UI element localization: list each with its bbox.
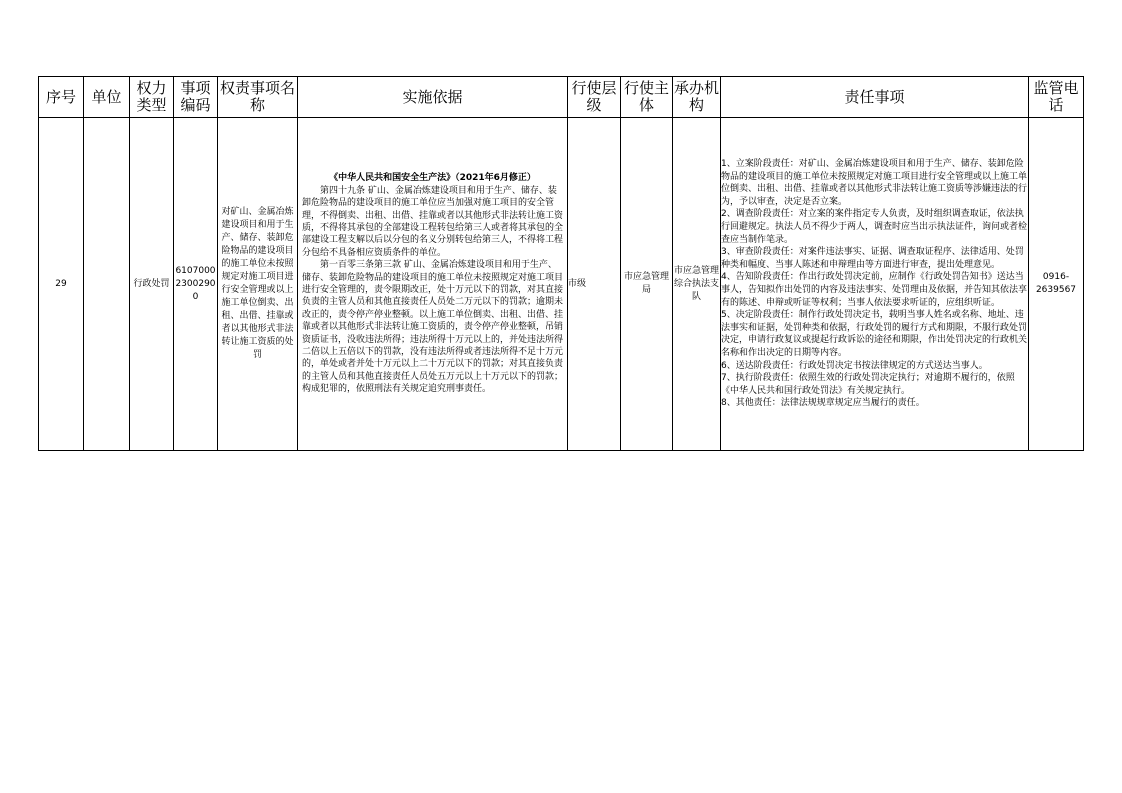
cell-phone: 0916-2639567 [1029,118,1084,451]
header-subject: 行使主体 [621,77,673,118]
basis-paragraph-49: 第四十九条 矿山、金属冶炼建设项目和用于生产、储存、装卸危险物品的建设项目的施工单位应当加强对施工项目的安全管理，不得倒卖、出租、出借、挂靠或者以其他形式非法转让施工资质，不得将其承包的全部建设工程转包给第三人或者将其承包的全部建设工程支解以后以分包的名义分别转包给第三人，不得将工程分包给不具备相应资质条件的单位。 [302,185,564,258]
header-level: 行使层级 [568,77,621,118]
cell-basis [298,118,568,451]
power-list-table [38,76,1084,451]
header-item-code: 事项编码 [174,77,218,118]
cell-unit [84,118,130,451]
header-responsibility: 责任事项 [721,77,1029,118]
cell-item-code: 610700023002900 [174,118,218,451]
responsibility-item: 3、审查阶段责任：对案件违法事实、证据、调查取证程序、法律适用、处罚种类和幅度、当事人陈述和申辩理由等方面进行审查，提出处理意见。 [721,247,1024,270]
header-basis: 实施依据 [298,77,568,118]
responsibility-item: 8、其他责任：法律法规规章规定应当履行的责任。 [721,398,925,409]
responsibility-item: 5、决定阶段责任：制作行政处罚决定书，载明当事人姓名或名称、地址、违法事实和证据，处罚种类和依据，行政处罚的履行方式和期限，不服行政处罚决定，申请行政复议或提起行政诉讼的途径和期限，作出处罚决定的行政机关名称和作出决定的日期等内容。 [721,310,1028,358]
cell-agency: 市应急管理综合执法支队 [673,118,721,451]
responsibility-item: 4、告知阶段责任：作出行政处罚决定前，应制作《行政处罚告知书》送达当事人，告知拟作出处罚的内容及违法事实、处罚理由及依据，并告知其依法享有的陈述、申辩或听证等权利；当事人依法要求听证的，应组织听证。 [721,272,1028,308]
cell-responsibility [721,118,1029,451]
cell-item-name: 对矿山、金属冶炼建设项目和用于生产、储存、装卸危险物品的建设项目的施工单位未按照规定对施工项目进行安全管理或以上施工单位倒卖、出租、出借、挂靠或者以其他形式非法转让施工资质的处罚 [218,118,298,451]
header-unit: 单位 [84,77,130,118]
cell-power-type: 行政处罚 [130,118,174,451]
header-item-name: 权责事项名称 [218,77,298,118]
header-phone: 监管电话 [1029,77,1084,118]
header-power-type: 权力类型 [130,77,174,118]
table-row [39,118,1084,451]
header-row [39,77,1084,118]
basis-paragraph-103: 第一百零三条第三款 矿山、金属冶炼建设项目和用于生产、储存、装卸危险物品的建设项目的施工单位未按照规定对施工项目进行安全管理的，责令限期改正，处十万元以下的罚款，对其直接负责的主管人员和其他直接责任人员处二万元以下的罚款；逾期未改正的，责令停产停业整顿。以上施工单位倒卖、出租、出借、挂靠或者以其他形式非法转让施工资质的，责令停产停业整顿，吊销资质证书，没收违法所得；违法所得十万元以上的，并处违法所得二倍以上五倍以下的罚款，没有违法所得或者违法所得不足十万元的，单处或者并处十万元以上二十万元以下的罚款；对其直接负责的主管人员和其他直接责任人员处五万元以上十万元以下的罚款；构成犯罪的，依照刑法有关规定追究刑事责任。 [302,260,564,395]
responsibility-item: 2、调查阶段责任：对立案的案件指定专人负责，及时组织调查取证，依法执行回避规定。执法人员不得少于两人，调查时应当出示执法证件，询问或者检查应当制作笔录。 [721,209,1028,245]
basis-law-title: 《中华人民共和国安全生产法》（2021年6月修正） [329,173,536,184]
cell-seq: 29 [39,118,84,451]
cell-subject: 市应急管理局 [621,118,673,451]
responsibility-item: 7、执行阶段责任：依照生效的行政处罚决定执行；对逾期不履行的，依照《中华人民共和国行政处罚法》有关规定执行。 [721,373,1015,396]
cell-level: 市级 [568,118,621,451]
header-agency: 承办机构 [673,77,721,118]
responsibility-item: 1、立案阶段责任：对矿山、金属冶炼建设项目和用于生产、储存、装卸危险物品的建设项目的施工单位未按照规定对施工项目进行安全管理或以上施工单位倒卖、出租、出借、挂靠或者以其他形式非法转让施工资质等涉嫌违法的行为，予以审查，决定是否立案。 [721,159,1028,207]
responsibility-item: 6、送达阶段责任：行政处罚决定书按法律规定的方式送达当事人。 [721,360,988,371]
header-seq: 序号 [39,77,84,118]
